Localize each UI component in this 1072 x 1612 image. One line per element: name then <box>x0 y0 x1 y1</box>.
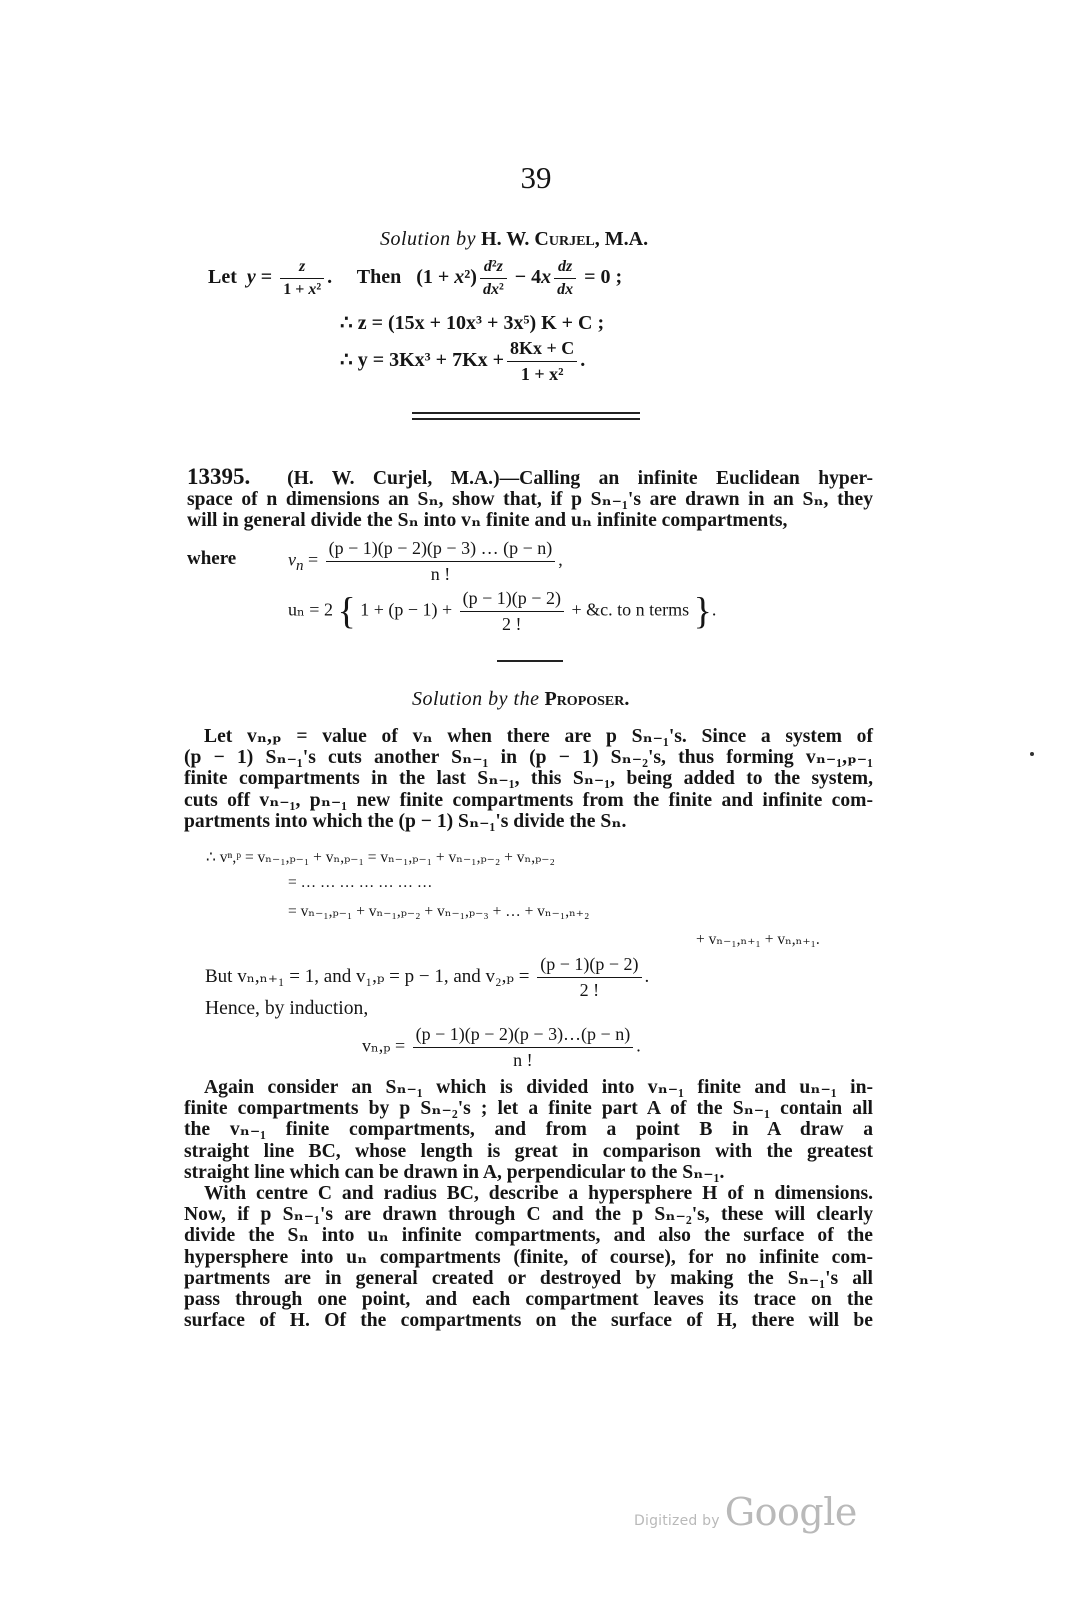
v2p-fraction: $\frac{(p - 1)(p - 2)}{2 !}$ <box>537 954 641 1001</box>
solution-paragraph-2: Again consider an Sₙ₋₁ which is divided into vₙ₋₁ finite and uₙ₋₁ in- finite compartments by p Sₙ₋₂'s ; let a finite part A of the Sₙ₋₁ contain all the vₙ₋₁ finite compartments, and from a point B in A draw a straight line BC, whose length is great in comparison with the greatest straight line which can be drawn in A, perpendicular to the Sₙ₋₁. <box>184 1077 873 1183</box>
equation-let-word: Let <box>208 266 237 289</box>
page-number: 39 <box>520 160 552 195</box>
vn-formula: $v_n$ = $\frac{(p - 1)(p - 2)(p - 3) \dots (p - n)}{n !}$ , <box>288 538 563 584</box>
double-rule-bottom <box>412 418 640 420</box>
hence-line: Hence, by induction, <box>205 998 369 1019</box>
margin-speck <box>1030 752 1034 756</box>
short-rule <box>497 660 563 662</box>
equation-z: ∴ z = (15x + 10x³ + 3x⁵) K + C ; <box>340 312 605 334</box>
recurrence-line-4: + vₙ₋₁,ₙ₊₁ + vₙ,ₙ₊₁. <box>696 931 820 948</box>
double-rule-top <box>412 412 640 414</box>
recurrence-line-1: ∴ vⁿ,ᵖ = vₙ₋₁,ₚ₋₁ + vₙ,ₚ₋₁ = vₙ₋₁,ₚ₋₁ + vₙ₋₁,ₚ₋₂ + vₙ,ₚ₋₂ <box>206 849 555 866</box>
but-line: But vₙ,ₙ₊₁ = 1, and v₁,ₚ = p − 1, and v₂,ₚ = $\frac{(p - 1)(p - 2)}{2 !}$ . <box>205 954 650 1000</box>
un-formula: uₙ = 2 { 1 + (p − 1) + $\frac{(p - 1)(p - 2)}{2 !}$ + &c. to n terms }. <box>288 588 717 634</box>
fraction-8kx-plus-c: $\frac{8Kx + C}{\text{1 + x²}}$ <box>507 338 577 385</box>
solution-heading-author: H. W. Curjel, M.A. <box>481 228 649 250</box>
equation-let: Let y = $\frac{z}{\text{1 + x²}}$ . Then (1 + x²) $\frac{\text{d²z}}{\text{dx²}}$ − 4x $\frac{dz}{dx}$ = 0 ; <box>208 258 623 298</box>
where-label: where <box>187 548 237 569</box>
equation-then-word: Then <box>356 266 402 289</box>
question-paragraph: 13395. (H. W. Curjel, M.A.)—Calling an infinite Euclidean hyper- space of n dimensions an Sₙ, show that, if p Sₙ₋₁'s are drawn in an Sₙ, they will in general divide the Sₙ into vₙ finite and uₙ infinite compartments, <box>187 464 873 532</box>
vn-fraction: $\frac{(p - 1)(p - 2)(p - 3) \dots (p - n)}{n !}$ <box>326 538 556 585</box>
solution-heading-label: Solution by <box>380 228 477 250</box>
vnp-formula: vₙ,ₚ = $\frac{(p - 1)(p - 2)(p - 3)\dots(p - n)}{n !}$ . <box>362 1024 641 1070</box>
proposer-heading: Solution by the Proposer. <box>412 688 630 710</box>
solution-paragraph-3: With centre C and radius BC, describe a hypersphere H of n dimensions. Now, if p Sₙ₋₁'s are drawn through C and the p Sₙ₋₂'s, these will clearly divide the Sₙ into uₙ infinite compartments, and also the surface of the hypersphere into uₙ compartments (finite, of course), for no infinite com- partments are in general created or destroyed by making the Sₙ₋₁'s all pass through one point, and each compartment leaves its trace on the surface of H. Of the compartments on the surface of H, there will be <box>184 1183 873 1332</box>
digitized-by-google-watermark: Digitized by Google <box>634 1490 857 1534</box>
question-number: 13395. <box>187 464 251 489</box>
recurrence-line-3: = vₙ₋₁,ₚ₋₁ + vₙ₋₁,ₚ₋₂ + vₙ₋₁,ₚ₋₃ + … + vₙ₋₁,ₙ₊₂ <box>288 903 590 920</box>
vnp-fraction: $\frac{(p - 1)(p - 2)(p - 3)\dots(p - n)}{n !}$ <box>413 1024 634 1071</box>
solution-paragraph-1: Let vₙ,ₚ = value of vₙ when there are p Sₙ₋₁'s. Since a system of (p − 1) Sₙ₋₁'s cuts another Sₙ₋₁ in (p − 1) Sₙ₋₂'s, thus forming vₙ₋₁,ₚ₋₁ finite compartments in the last Sₙ₋₁, this Sₙ₋₁, being added to the system, cuts off vₙ₋₁, pₙ₋₁ new finite compartments from the finite and infinite com- partments into which the (p − 1) Sₙ₋₁'s divide the Sₙ. <box>184 726 873 832</box>
fraction-z-over-1-plus-x2: $\frac{z}{\text{1 + x²}}$ <box>280 258 324 299</box>
equation-y: ∴ y = 3Kx³ + 7Kx + $\frac{8Kx + C}{\text{1 + x²}}$ . <box>340 338 586 384</box>
recurrence-line-2: = … … … … … … … <box>288 874 433 891</box>
solution-heading <box>380 228 648 251</box>
un-fraction: $\frac{(p - 1)(p - 2)}{2 !}$ <box>460 588 564 635</box>
